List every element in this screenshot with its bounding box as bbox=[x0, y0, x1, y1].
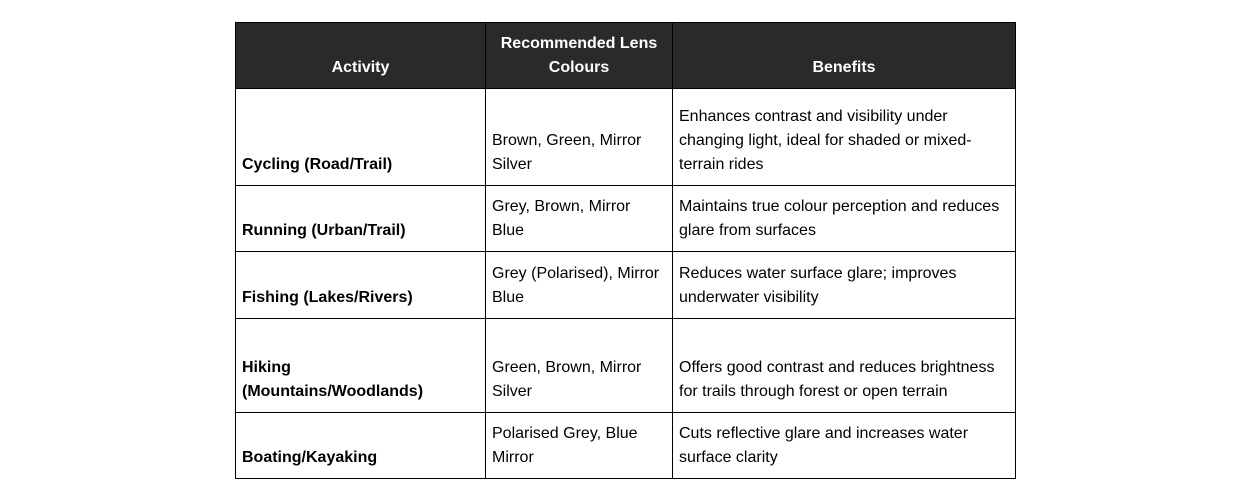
cell-activity: Cycling (Road/Trail) bbox=[236, 89, 486, 186]
table-row bbox=[236, 413, 1016, 479]
cell-benefits: Maintains true colour perception and reduces glare from surfaces bbox=[673, 186, 1016, 252]
cell-activity: Boating/Kayaking bbox=[236, 413, 486, 479]
cell-activity: Hiking (Mountains/Woodlands) bbox=[236, 319, 486, 413]
table-row bbox=[236, 319, 1016, 413]
cell-benefits: Cuts reflective glare and increases water surface clarity bbox=[673, 413, 1016, 479]
cell-benefits: Offers good contrast and reduces brightness for trails through forest or open terrain bbox=[673, 319, 1016, 413]
cell-lens-colours: Grey (Polarised), Mirror Blue bbox=[486, 252, 673, 319]
table-header-row bbox=[236, 23, 1016, 89]
lens-recommendation-table-container bbox=[235, 22, 1015, 479]
table-row bbox=[236, 186, 1016, 252]
cell-lens-colours: Polarised Grey, Blue Mirror bbox=[486, 413, 673, 479]
cell-lens-colours: Green, Brown, Mirror Silver bbox=[486, 319, 673, 413]
cell-benefits: Reduces water surface glare; improves underwater visibility bbox=[673, 252, 1016, 319]
cell-activity: Running (Urban/Trail) bbox=[236, 186, 486, 252]
cell-lens-colours: Grey, Brown, Mirror Blue bbox=[486, 186, 673, 252]
cell-benefits: Enhances contrast and visibility under changing light, ideal for shaded or mixed-terrain rides bbox=[673, 89, 1016, 186]
header-cell-lens-colours: Recommended Lens Colours bbox=[486, 23, 673, 89]
lens-recommendation-table bbox=[235, 22, 1016, 479]
cell-lens-colours: Brown, Green, Mirror Silver bbox=[486, 89, 673, 186]
table-row bbox=[236, 89, 1016, 186]
table-row bbox=[236, 252, 1016, 319]
cell-activity: Fishing (Lakes/Rivers) bbox=[236, 252, 486, 319]
header-cell-activity: Activity bbox=[236, 23, 486, 89]
header-cell-benefits: Benefits bbox=[673, 23, 1016, 89]
